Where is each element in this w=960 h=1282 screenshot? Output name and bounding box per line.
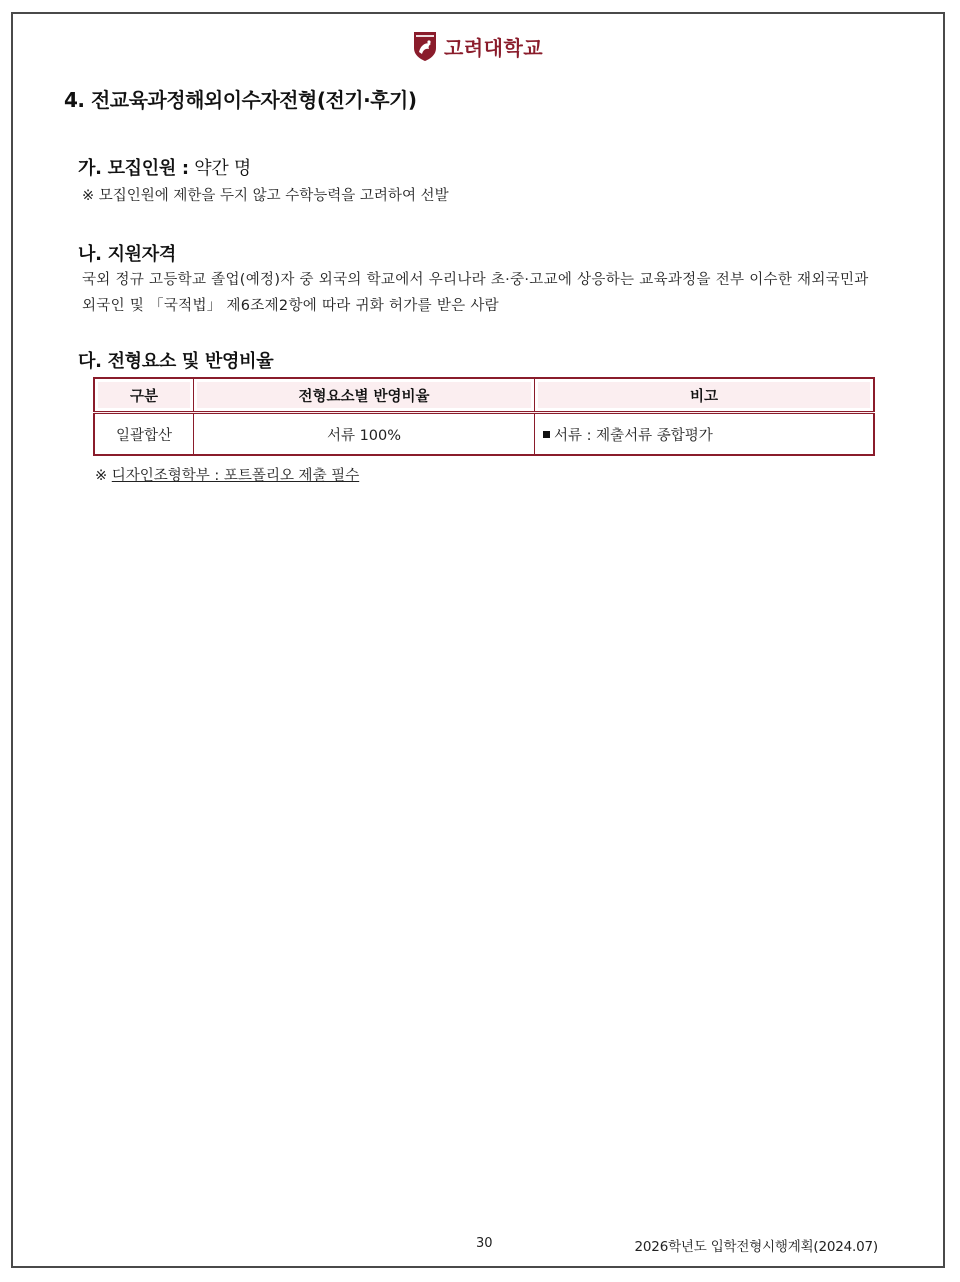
table-cell-remark <box>535 413 875 456</box>
section-title: 4. 전교육과정해외이수자전형(전기·후기) <box>64 88 417 112</box>
document-footer-title: 2026학년도 입학전형시행계획(2024.07) <box>634 1239 878 1255</box>
square-bullet-icon <box>543 431 550 438</box>
table-cell-type: 일괄합산 <box>94 413 194 456</box>
eligibility-line-1: 국외 정규 고등학교 졸업(예정)자 중 외국의 학교에서 우리나라 초·중·고교에 상응하는 교육과정을 전부 이수한 재외국민과 <box>82 272 869 288</box>
recruit-heading-label: 가. 모집인원 : <box>78 158 189 179</box>
page-number: 30 <box>476 1236 493 1251</box>
eligibility-heading: 나. 지원자격 <box>78 244 176 265</box>
eligibility-text <box>82 267 869 319</box>
table-header-cell: 비고 <box>535 378 875 413</box>
crest-icon <box>412 30 438 62</box>
recruit-note: ※ 모집인원에 제한을 두지 않고 수학능력을 고려하여 선발 <box>82 188 449 204</box>
table-header-row <box>94 378 874 413</box>
table-cell-ratio: 서류 100% <box>194 413 535 456</box>
table-header-cell: 구분 <box>94 378 194 413</box>
recruit-value: 약간 명 <box>188 158 251 179</box>
criteria-heading: 다. 전형요소 및 반영비율 <box>78 351 274 372</box>
eligibility-line-2: 외국인 및 「국적법」 제6조제2항에 따라 귀화 허가를 받은 사람 <box>82 298 499 314</box>
note-text: 디자인조형학부 : 포트폴리오 제출 필수 <box>111 468 360 484</box>
recruit-heading <box>78 154 251 180</box>
table-header-cell: 전형요소별 반영비율 <box>194 378 535 413</box>
note-mark: ※ <box>95 468 112 484</box>
university-logo <box>412 30 543 62</box>
remark-text: 서류 : 제출서류 종합평가 <box>554 427 713 444</box>
table-note <box>95 464 359 485</box>
criteria-table <box>93 377 875 456</box>
logo-text: 고려대학교 <box>444 35 544 60</box>
table-row <box>94 413 874 456</box>
